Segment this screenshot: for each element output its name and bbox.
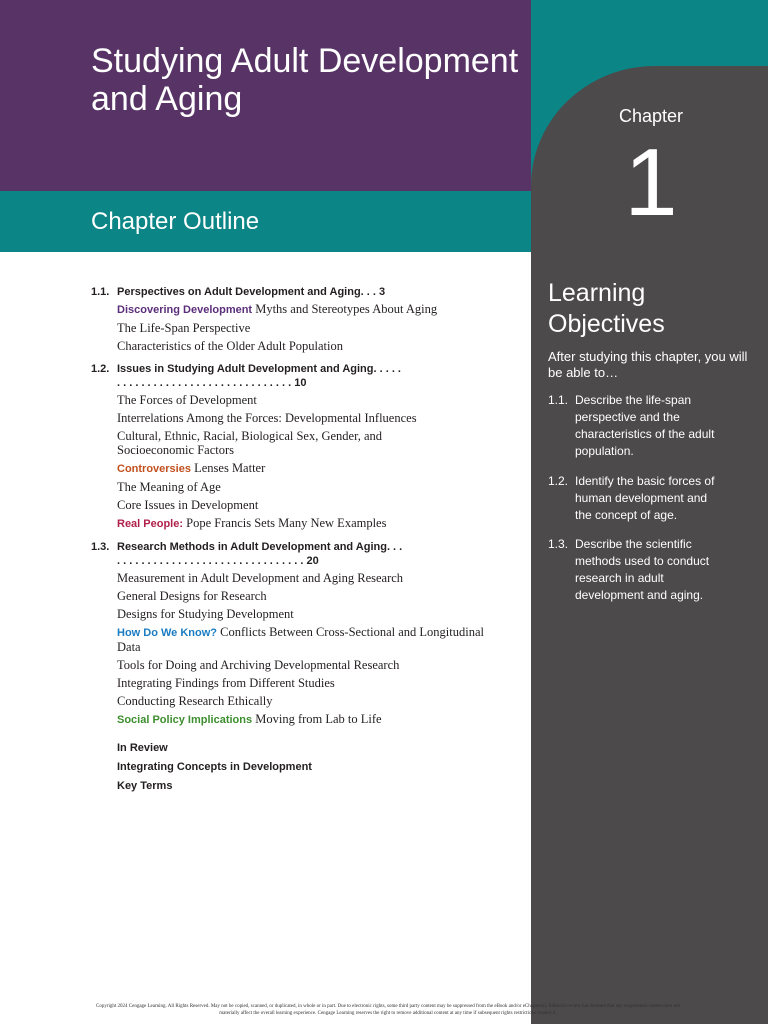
section-title-line bbox=[117, 540, 407, 568]
section-title: Research Methods in Adult Development and Aging bbox=[117, 541, 387, 553]
leader-dots: . . . . . . . . . . . . . . . . . . . . . . . . . . . . . . . . . . bbox=[117, 363, 401, 389]
outline-end-item-integrating-concepts[interactable]: Integrating Concepts in Development bbox=[117, 761, 312, 773]
outline-item[interactable]: The Life-Span Perspective bbox=[117, 321, 251, 335]
section-title-line bbox=[117, 362, 407, 390]
objective-item bbox=[548, 536, 763, 604]
outline-item[interactable]: Designs for Studying Development bbox=[117, 607, 294, 621]
outline-item[interactable] bbox=[117, 461, 491, 476]
page-number: 3 bbox=[379, 286, 386, 298]
page-number: 10 bbox=[294, 377, 307, 389]
objective-text: Describe the life-span perspective and the characteristics of the adult population. bbox=[575, 393, 715, 458]
learning-objectives-list bbox=[548, 392, 763, 604]
outline-band bbox=[0, 191, 531, 252]
outline-item[interactable]: Integrating Findings from Different Studies bbox=[117, 676, 335, 690]
leader-dots: . . . . . . . . . . . . . . . . . . . . . . . . . . . . . . . . . . bbox=[117, 541, 403, 567]
outline-item[interactable] bbox=[117, 625, 487, 654]
objective-number: 1.3. bbox=[548, 537, 569, 551]
outline-end-item-in-review[interactable]: In Review bbox=[117, 742, 168, 754]
copyright-notice: Copyright 2024 Cengage Learning. All Rights Reserved. May not be copied, scanned, or duplicated, in whole or in part. Due to electronic rights, some third party content may be suppressed from the eBook and/or eChapter(s). Editorial review has deemed that any suppressed content does not materially affect the overall learning experience. Cengage Learning reserves the right to remove additional content at any time if subsequent rights restrictions require it. bbox=[95, 1004, 681, 1016]
outline-item-text: Pope Francis Sets Many New Examples bbox=[183, 516, 387, 530]
outline-section[interactable] bbox=[91, 540, 491, 568]
feature-tag-discovering: Discovering Development bbox=[117, 304, 253, 316]
outline-item[interactable]: Cultural, Ethnic, Racial, Biological Sex, Gender, and Socioeconomic Factors bbox=[117, 429, 383, 457]
chapter-number: 1 bbox=[624, 129, 678, 236]
outline-item-text: Conflicts Between Cross-Sectional and Longitudinal Data bbox=[117, 625, 484, 654]
outline-item-text: Myths and Stereotypes About Aging bbox=[252, 302, 438, 316]
outline-item[interactable]: Characteristics of the Older Adult Population bbox=[117, 339, 343, 353]
learning-objectives-intro: After studying this chapter, you will be able to… bbox=[548, 349, 748, 380]
objective-number: 1.1. bbox=[548, 393, 569, 407]
objective-number: 1.2. bbox=[548, 474, 569, 488]
outline-item[interactable]: Core Issues in Development bbox=[117, 498, 259, 512]
outline-item-text: Lenses Matter bbox=[190, 461, 266, 475]
feature-tag-real-people: Real People: bbox=[117, 518, 184, 530]
objective-item bbox=[548, 473, 763, 536]
outline-item[interactable] bbox=[117, 302, 491, 317]
section-number: 1.2. bbox=[91, 363, 110, 375]
chapter-label: Chapter bbox=[618, 106, 684, 126]
section-title-line bbox=[117, 285, 489, 299]
page-number: 20 bbox=[306, 555, 319, 567]
section-number: 1.3. bbox=[91, 541, 110, 553]
chapter-title: Studying Adult Development and Aging bbox=[91, 42, 519, 118]
learning-objectives-heading: Learning Objectives bbox=[548, 279, 665, 338]
outline-item[interactable] bbox=[117, 712, 491, 727]
section-title: Perspectives on Adult Development and Aging bbox=[117, 286, 361, 298]
chapter-outline bbox=[91, 285, 491, 793]
outline-end-item-key-terms[interactable]: Key Terms bbox=[117, 780, 173, 792]
outline-section[interactable] bbox=[91, 285, 491, 299]
outline-item[interactable]: Tools for Doing and Archiving Developmental Research bbox=[117, 658, 400, 672]
objective-text: Describe the scientific methods used to conduct research in adult development and aging. bbox=[575, 537, 710, 602]
feature-tag-social-policy: Social Policy Implications bbox=[117, 714, 253, 726]
outline-item[interactable] bbox=[117, 516, 491, 531]
feature-tag-controversies: Controversies bbox=[117, 463, 191, 475]
outline-item[interactable]: Interrelations Among the Forces: Developmental Influences bbox=[117, 411, 417, 425]
outline-item[interactable]: Conducting Research Ethically bbox=[117, 694, 273, 708]
outline-section[interactable] bbox=[91, 362, 491, 390]
feature-tag-how-do-we-know: How Do We Know? bbox=[117, 627, 218, 639]
outline-item[interactable]: The Meaning of Age bbox=[117, 480, 221, 494]
section-number: 1.1. bbox=[91, 286, 110, 298]
outline-heading: Chapter Outline bbox=[91, 208, 260, 235]
objective-text: Identify the basic forces of human development and the concept of age. bbox=[575, 474, 715, 522]
outline-item-text: Moving from Lab to Life bbox=[252, 712, 382, 726]
outline-item[interactable]: The Forces of Development bbox=[117, 393, 257, 407]
outline-item[interactable]: Measurement in Adult Development and Aging Research bbox=[117, 571, 404, 585]
outline-item[interactable]: General Designs for Research bbox=[117, 589, 267, 603]
section-title: Issues in Studying Adult Development and Aging bbox=[117, 363, 374, 375]
leader-dots: . . . bbox=[360, 286, 380, 298]
objective-item bbox=[548, 392, 763, 473]
